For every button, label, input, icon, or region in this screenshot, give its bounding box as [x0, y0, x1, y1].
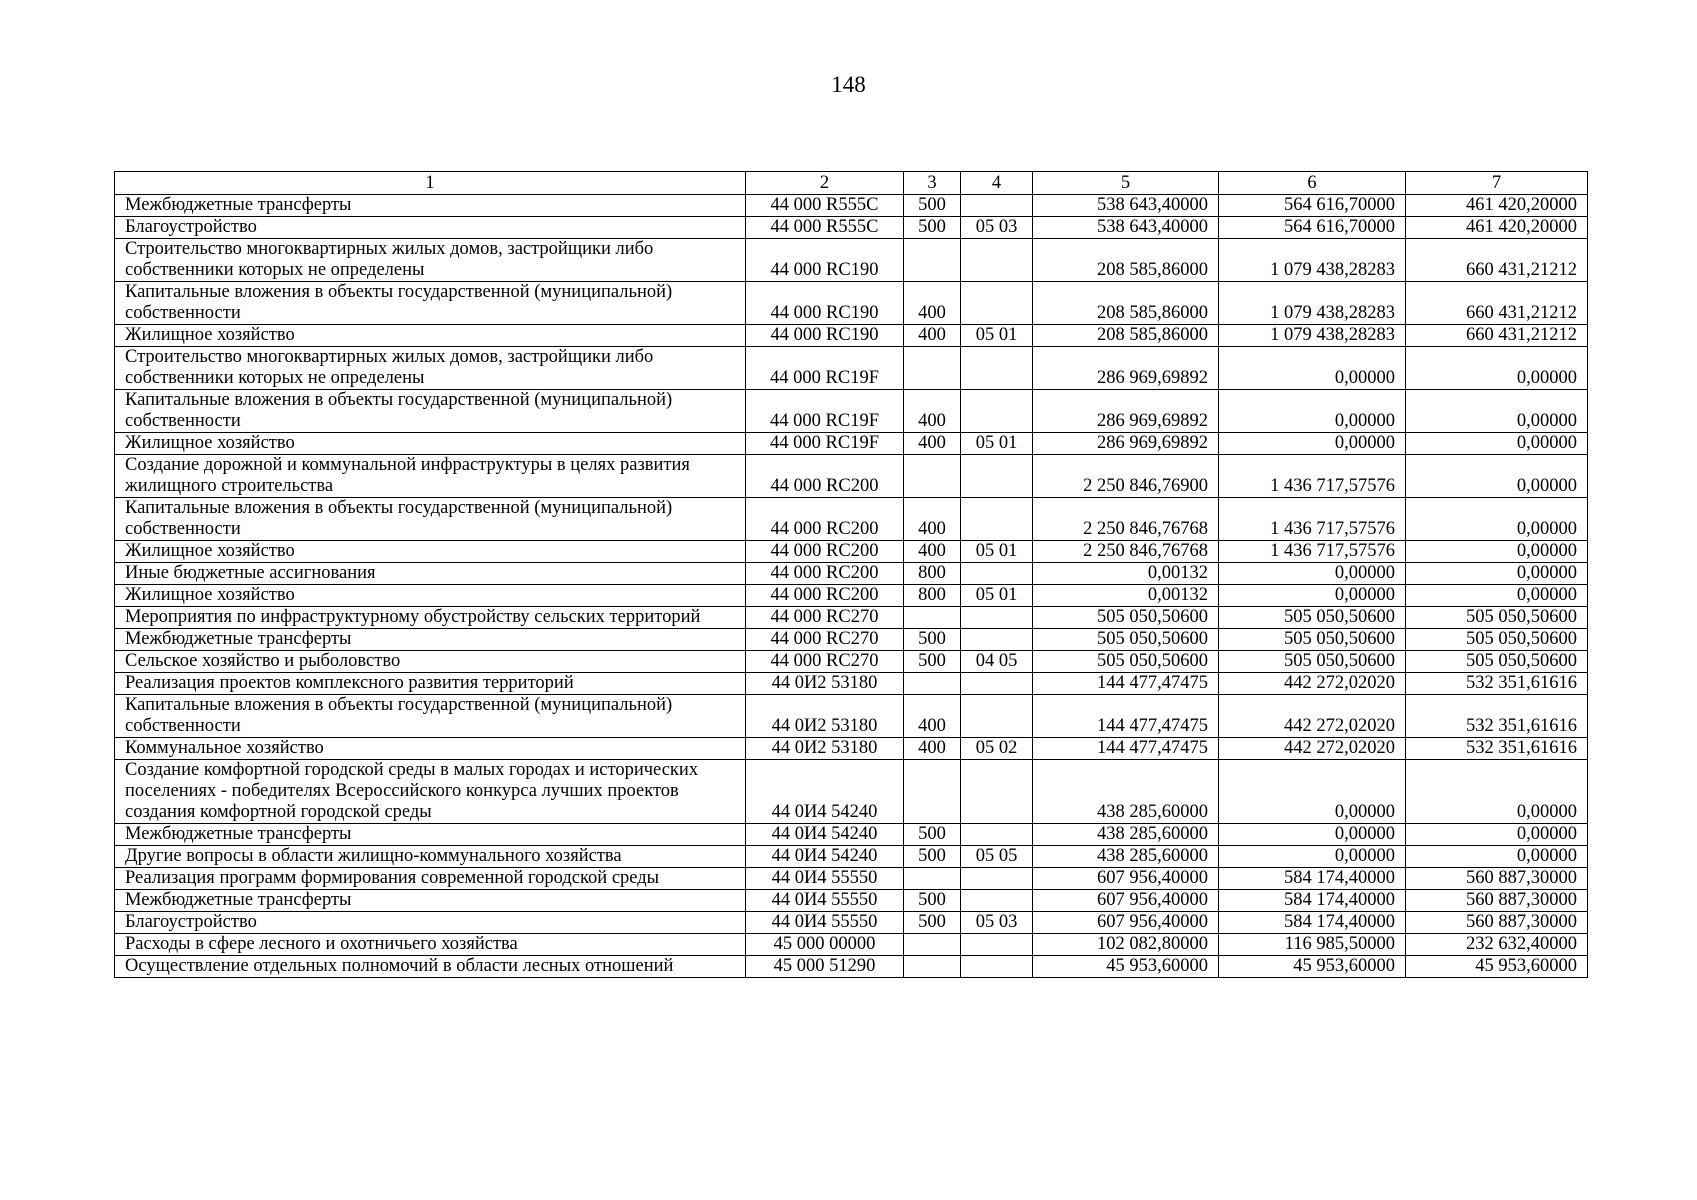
header-cell: 4 — [961, 172, 1033, 195]
expense-type: 400 — [904, 738, 961, 760]
target-code: 44 000 RC200 — [746, 563, 904, 585]
expense-type — [904, 934, 961, 956]
amount-col-7: 45 953,60000 — [1406, 956, 1588, 978]
expense-type: 400 — [904, 498, 961, 541]
table-row — [115, 195, 1588, 217]
expense-type — [904, 760, 961, 824]
amount-col-5: 45 953,60000 — [1033, 956, 1219, 978]
section-code: 05 01 — [961, 433, 1033, 455]
section-code — [961, 195, 1033, 217]
section-code: 04 05 — [961, 651, 1033, 673]
row-name: Капитальные вложения в объекты государственной (муниципальной) собственности — [115, 695, 746, 738]
amount-col-7: 560 887,30000 — [1406, 868, 1588, 890]
section-code — [961, 824, 1033, 846]
target-code: 44 000 RC270 — [746, 629, 904, 651]
target-code: 44 0И4 54240 — [746, 846, 904, 868]
section-code: 05 03 — [961, 912, 1033, 934]
table-row — [115, 673, 1588, 695]
section-code — [961, 673, 1033, 695]
amount-col-6: 0,00000 — [1219, 846, 1406, 868]
table-row — [115, 455, 1588, 498]
expense-type: 500 — [904, 890, 961, 912]
section-code — [961, 498, 1033, 541]
amount-col-6: 505 050,50600 — [1219, 629, 1406, 651]
expense-type: 500 — [904, 629, 961, 651]
expense-type — [904, 956, 961, 978]
header-row — [115, 172, 1588, 195]
table-row — [115, 585, 1588, 607]
amount-col-7: 0,00000 — [1406, 760, 1588, 824]
target-code: 44 000 R555C — [746, 217, 904, 239]
section-code: 05 02 — [961, 738, 1033, 760]
header-cell: 3 — [904, 172, 961, 195]
section-code — [961, 563, 1033, 585]
section-code — [961, 868, 1033, 890]
amount-col-7: 660 431,21212 — [1406, 325, 1588, 347]
amount-col-6: 442 272,02020 — [1219, 738, 1406, 760]
amount-col-7: 660 431,21212 — [1406, 282, 1588, 325]
table-row — [115, 239, 1588, 282]
amount-col-7: 505 050,50600 — [1406, 607, 1588, 629]
header-cell: 5 — [1033, 172, 1219, 195]
table-row — [115, 433, 1588, 455]
amount-col-5: 144 477,47475 — [1033, 695, 1219, 738]
amount-col-7: 0,00000 — [1406, 585, 1588, 607]
amount-col-5: 438 285,60000 — [1033, 824, 1219, 846]
target-code: 44 000 RC270 — [746, 607, 904, 629]
row-name: Жилищное хозяйство — [115, 585, 746, 607]
amount-col-7: 0,00000 — [1406, 390, 1588, 433]
amount-col-5: 2 250 846,76900 — [1033, 455, 1219, 498]
section-code — [961, 390, 1033, 433]
amount-col-6: 564 616,70000 — [1219, 195, 1406, 217]
expense-type: 500 — [904, 824, 961, 846]
target-code: 44 000 RC270 — [746, 651, 904, 673]
amount-col-5: 607 956,40000 — [1033, 868, 1219, 890]
target-code: 44 000 RC19F — [746, 347, 904, 390]
table-row — [115, 695, 1588, 738]
expense-type: 400 — [904, 433, 961, 455]
table-row — [115, 347, 1588, 390]
amount-col-6: 505 050,50600 — [1219, 651, 1406, 673]
amount-col-5: 2 250 846,76768 — [1033, 541, 1219, 563]
amount-col-6: 442 272,02020 — [1219, 673, 1406, 695]
amount-col-6: 1 079 438,28283 — [1219, 239, 1406, 282]
row-name: Жилищное хозяйство — [115, 541, 746, 563]
section-code — [961, 607, 1033, 629]
amount-col-7: 532 351,61616 — [1406, 738, 1588, 760]
amount-col-5: 286 969,69892 — [1033, 433, 1219, 455]
amount-col-7: 505 050,50600 — [1406, 629, 1588, 651]
expense-type — [904, 673, 961, 695]
table-row — [115, 868, 1588, 890]
target-code: 44 0И4 55550 — [746, 890, 904, 912]
target-code: 44 0И4 55550 — [746, 912, 904, 934]
amount-col-6: 0,00000 — [1219, 347, 1406, 390]
amount-col-7: 232 632,40000 — [1406, 934, 1588, 956]
expense-type: 500 — [904, 651, 961, 673]
amount-col-5: 538 643,40000 — [1033, 195, 1219, 217]
expense-type: 500 — [904, 912, 961, 934]
amount-col-7: 560 887,30000 — [1406, 890, 1588, 912]
section-code: 05 03 — [961, 217, 1033, 239]
expense-type: 500 — [904, 195, 961, 217]
amount-col-5: 286 969,69892 — [1033, 347, 1219, 390]
expense-type: 500 — [904, 217, 961, 239]
target-code: 44 0И2 53180 — [746, 738, 904, 760]
section-code — [961, 890, 1033, 912]
amount-col-6: 584 174,40000 — [1219, 912, 1406, 934]
row-name: Другие вопросы в области жилищно-коммунального хозяйства — [115, 846, 746, 868]
amount-col-5: 208 585,86000 — [1033, 325, 1219, 347]
row-name: Межбюджетные трансферты — [115, 824, 746, 846]
table-row — [115, 760, 1588, 824]
amount-col-6: 1 079 438,28283 — [1219, 325, 1406, 347]
table-row — [115, 934, 1588, 956]
table-body — [115, 195, 1588, 978]
table-row — [115, 824, 1588, 846]
expense-type — [904, 868, 961, 890]
expense-type — [904, 455, 961, 498]
amount-col-6: 0,00000 — [1219, 585, 1406, 607]
target-code: 44 000 R555C — [746, 195, 904, 217]
expense-type — [904, 347, 961, 390]
amount-col-5: 538 643,40000 — [1033, 217, 1219, 239]
section-code: 05 01 — [961, 541, 1033, 563]
target-code: 44 0И2 53180 — [746, 695, 904, 738]
row-name: Создание комфортной городской среды в малых городах и исторических поселениях - победителях Всероссийского конкурса лучших проектов создания комфортной городской среды — [115, 760, 746, 824]
amount-col-6: 1 079 438,28283 — [1219, 282, 1406, 325]
table-row — [115, 846, 1588, 868]
amount-col-7: 0,00000 — [1406, 541, 1588, 563]
row-name: Коммунальное хозяйство — [115, 738, 746, 760]
section-code: 05 01 — [961, 325, 1033, 347]
amount-col-7: 532 351,61616 — [1406, 673, 1588, 695]
target-code: 44 0И4 55550 — [746, 868, 904, 890]
expense-type: 400 — [904, 695, 961, 738]
row-name: Капитальные вложения в объекты государственной (муниципальной) собственности — [115, 282, 746, 325]
amount-col-5: 286 969,69892 — [1033, 390, 1219, 433]
row-name: Реализация проектов комплексного развития территорий — [115, 673, 746, 695]
row-name: Реализация программ формирования современной городской среды — [115, 868, 746, 890]
target-code: 44 000 RC19F — [746, 433, 904, 455]
amount-col-7: 505 050,50600 — [1406, 651, 1588, 673]
expense-type: 800 — [904, 563, 961, 585]
section-code: 05 05 — [961, 846, 1033, 868]
amount-col-5: 144 477,47475 — [1033, 738, 1219, 760]
amount-col-6: 584 174,40000 — [1219, 868, 1406, 890]
target-code: 44 000 RC190 — [746, 239, 904, 282]
section-code — [961, 629, 1033, 651]
amount-col-5: 0,00132 — [1033, 585, 1219, 607]
amount-col-6: 1 436 717,57576 — [1219, 541, 1406, 563]
amount-col-5: 505 050,50600 — [1033, 651, 1219, 673]
amount-col-5: 505 050,50600 — [1033, 607, 1219, 629]
amount-col-7: 0,00000 — [1406, 455, 1588, 498]
section-code — [961, 347, 1033, 390]
amount-col-5: 2 250 846,76768 — [1033, 498, 1219, 541]
amount-col-7: 461 420,20000 — [1406, 217, 1588, 239]
amount-col-7: 560 887,30000 — [1406, 912, 1588, 934]
expense-type: 800 — [904, 585, 961, 607]
target-code: 44 000 RC190 — [746, 325, 904, 347]
row-name: Строительство многоквартирных жилых домов, застройщики либо собственники которых не определены — [115, 239, 746, 282]
amount-col-7: 0,00000 — [1406, 563, 1588, 585]
expense-type — [904, 239, 961, 282]
header-cell: 1 — [115, 172, 746, 195]
section-code: 05 01 — [961, 585, 1033, 607]
target-code: 44 000 RC200 — [746, 585, 904, 607]
row-name: Благоустройство — [115, 912, 746, 934]
row-name: Жилищное хозяйство — [115, 325, 746, 347]
expense-type — [904, 607, 961, 629]
table-row — [115, 325, 1588, 347]
amount-col-6: 584 174,40000 — [1219, 890, 1406, 912]
row-name: Создание дорожной и коммунальной инфраструктуры в целях развития жилищного строительства — [115, 455, 746, 498]
table-row — [115, 890, 1588, 912]
expense-type: 400 — [904, 390, 961, 433]
target-code: 44 000 RC200 — [746, 455, 904, 498]
amount-col-7: 660 431,21212 — [1406, 239, 1588, 282]
target-code: 44 0И4 54240 — [746, 824, 904, 846]
row-name: Капитальные вложения в объекты государственной (муниципальной) собственности — [115, 390, 746, 433]
table-row — [115, 541, 1588, 563]
header-cell: 2 — [746, 172, 904, 195]
header-cell: 6 — [1219, 172, 1406, 195]
expense-type: 400 — [904, 541, 961, 563]
section-code — [961, 934, 1033, 956]
amount-col-5: 208 585,86000 — [1033, 282, 1219, 325]
expense-type: 400 — [904, 325, 961, 347]
row-name: Сельское хозяйство и рыболовство — [115, 651, 746, 673]
amount-col-5: 607 956,40000 — [1033, 890, 1219, 912]
amount-col-5: 505 050,50600 — [1033, 629, 1219, 651]
row-name: Иные бюджетные ассигнования — [115, 563, 746, 585]
table-row — [115, 607, 1588, 629]
section-code — [961, 282, 1033, 325]
table-row — [115, 498, 1588, 541]
section-code — [961, 760, 1033, 824]
table-row — [115, 563, 1588, 585]
amount-col-6: 0,00000 — [1219, 433, 1406, 455]
table-row — [115, 912, 1588, 934]
row-name: Межбюджетные трансферты — [115, 890, 746, 912]
amount-col-7: 0,00000 — [1406, 347, 1588, 390]
expense-type: 500 — [904, 846, 961, 868]
table-row — [115, 282, 1588, 325]
amount-col-6: 442 272,02020 — [1219, 695, 1406, 738]
row-name: Строительство многоквартирных жилых домов, застройщики либо собственники которых не определены — [115, 347, 746, 390]
row-name: Межбюджетные трансферты — [115, 629, 746, 651]
amount-col-6: 0,00000 — [1219, 824, 1406, 846]
table-row — [115, 629, 1588, 651]
table-row — [115, 738, 1588, 760]
amount-col-5: 144 477,47475 — [1033, 673, 1219, 695]
amount-col-7: 532 351,61616 — [1406, 695, 1588, 738]
amount-col-7: 0,00000 — [1406, 824, 1588, 846]
target-code: 44 000 RC200 — [746, 541, 904, 563]
table-row — [115, 217, 1588, 239]
amount-col-6: 45 953,60000 — [1219, 956, 1406, 978]
row-name: Капитальные вложения в объекты государственной (муниципальной) собственности — [115, 498, 746, 541]
row-name: Осуществление отдельных полномочий в области лесных отношений — [115, 956, 746, 978]
expense-type: 400 — [904, 282, 961, 325]
amount-col-5: 0,00132 — [1033, 563, 1219, 585]
amount-col-6: 1 436 717,57576 — [1219, 498, 1406, 541]
amount-col-5: 438 285,60000 — [1033, 760, 1219, 824]
row-name: Жилищное хозяйство — [115, 433, 746, 455]
amount-col-6: 0,00000 — [1219, 563, 1406, 585]
amount-col-5: 438 285,60000 — [1033, 846, 1219, 868]
row-name: Расходы в сфере лесного и охотничьего хозяйства — [115, 934, 746, 956]
section-code — [961, 455, 1033, 498]
target-code: 44 000 RC190 — [746, 282, 904, 325]
section-code — [961, 239, 1033, 282]
table-row — [115, 390, 1588, 433]
target-code: 45 000 00000 — [746, 934, 904, 956]
section-code — [961, 956, 1033, 978]
amount-col-7: 0,00000 — [1406, 433, 1588, 455]
amount-col-7: 0,00000 — [1406, 846, 1588, 868]
target-code: 44 000 RC200 — [746, 498, 904, 541]
amount-col-7: 461 420,20000 — [1406, 195, 1588, 217]
amount-col-5: 208 585,86000 — [1033, 239, 1219, 282]
amount-col-6: 0,00000 — [1219, 390, 1406, 433]
amount-col-6: 0,00000 — [1219, 760, 1406, 824]
target-code: 44 0И2 53180 — [746, 673, 904, 695]
amount-col-6: 116 985,50000 — [1219, 934, 1406, 956]
amount-col-6: 505 050,50600 — [1219, 607, 1406, 629]
header-cell: 7 — [1406, 172, 1588, 195]
section-code — [961, 695, 1033, 738]
row-name: Мероприятия по инфраструктурному обустройству сельских территорий — [115, 607, 746, 629]
amount-col-6: 564 616,70000 — [1219, 217, 1406, 239]
amount-col-5: 607 956,40000 — [1033, 912, 1219, 934]
page-number: 148 — [831, 72, 866, 97]
amount-col-7: 0,00000 — [1406, 498, 1588, 541]
target-code: 45 000 51290 — [746, 956, 904, 978]
budget-table — [114, 171, 1588, 978]
target-code: 44 0И4 54240 — [746, 760, 904, 824]
amount-col-6: 1 436 717,57576 — [1219, 455, 1406, 498]
amount-col-5: 102 082,80000 — [1033, 934, 1219, 956]
target-code: 44 000 RC19F — [746, 390, 904, 433]
table-row — [115, 956, 1588, 978]
row-name: Благоустройство — [115, 217, 746, 239]
table-row — [115, 651, 1588, 673]
row-name: Межбюджетные трансферты — [115, 195, 746, 217]
